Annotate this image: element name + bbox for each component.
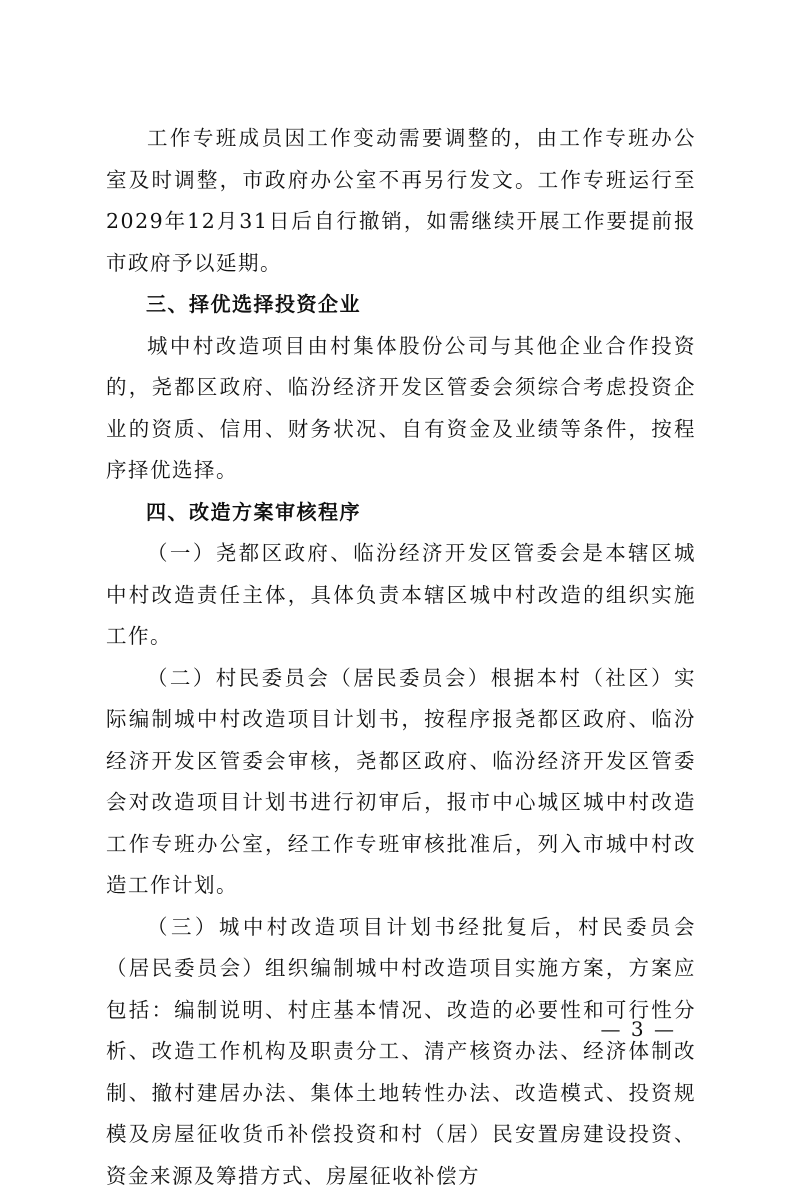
page-number: — 3 —	[596, 1014, 676, 1044]
section-heading-3: 三、择优选择投资企业	[106, 284, 696, 326]
section-heading-4: 四、改造方案审核程序	[106, 492, 696, 534]
paragraph-item-1: （一）尧都区政府、临汾经济开发区管委会是本辖区城中村改造责任主体，具体负责本辖区城中村改造的组织实施工作。	[106, 533, 696, 658]
paragraph-item-2: （二）村民委员会（居民委员会）根据本村（社区）实际编制城中村改造项目计划书，按程序报尧都区政府、临汾经济开发区管委会审核，尧都区政府、临汾经济开发区管委会对改造项目计划书进行初审后，报市中心城区城中村改造工作专班办公室，经工作专班审核批准后，列入市城中村改造工作计划。	[106, 658, 696, 907]
paragraph-item-3: （三）城中村改造项目计划书经批复后，村民委员会（居民委员会）组织编制城中村改造项目实施方案，方案应包括：编制说明、村庄基本情况、改造的必要性和可行性分析、改造工作机构及职责分工、清产核资办法、经济体制改制、撤村建居办法、集体土地转性办法、改造模式、投资规模及房屋征收货币补偿投资和村（居）民安置房建设投资、资金来源及筹措方式、房屋征收补偿方	[106, 907, 696, 1197]
paragraph-work-team-adjustment: 工作专班成员因工作变动需要调整的，由工作专班办公室及时调整，市政府办公室不再另行发文。工作专班运行至2029年12月31日后自行撤销，如需继续开展工作要提前报市政府予以延期。	[106, 118, 696, 284]
paragraph-investment-enterprise: 城中村改造项目由村集体股份公司与其他企业合作投资的，尧都区政府、临汾经济开发区管委会须综合考虑投资企业的资质、信用、财务状况、自有资金及业绩等条件，按程序择优选择。	[106, 326, 696, 492]
